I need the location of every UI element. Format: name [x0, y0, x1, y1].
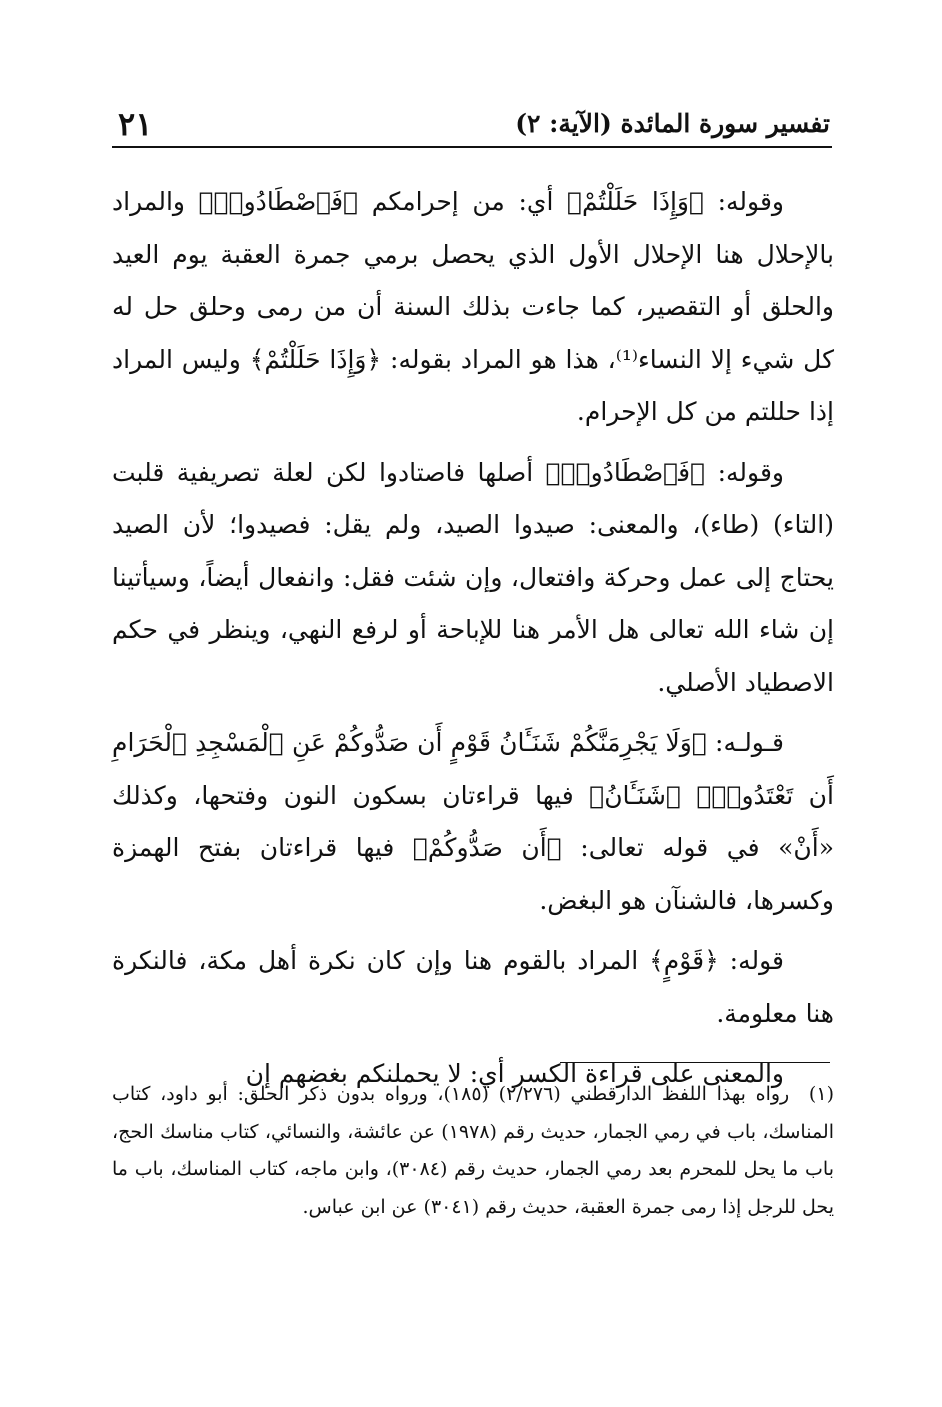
page-number: ٢١	[118, 105, 153, 143]
footnotes	[112, 1076, 834, 1226]
header-divider	[112, 146, 832, 148]
paragraph: قـولـه: ﴿وَلَا يَجْرِمَنَّكُمْ شَنَـَٔانُ قَوْمٍ أَن صَدُّوكُمْ عَنِ ٱلْمَسْجِدِ ٱلْحَرَامِ أَن تَعْتَدُوا۟﴾ ﴿شَنَـَٔانُ﴾ فيها قراءتان بسكون النون وفتحها، وكذلك «أَنْ» في قوله تعالى: ﴿أَن صَدُّوكُمْ﴾ فيها قراءتان بفتح الهمزة وكسرها، فالشنآن هو البغض.	[112, 728, 834, 915]
paragraph: قوله: ﴿قَوْمٍ﴾ المراد بالقوم هنا وإن كان نكرة أهل مكة، فالنكرة هنا معلومة.	[112, 946, 834, 1028]
footnote-divider	[560, 1062, 830, 1063]
main-text	[112, 176, 834, 1109]
footnote	[112, 1076, 834, 1226]
page-header	[118, 96, 830, 144]
running-title: تفسير سورة المائدة (الآية: ٢)	[515, 109, 830, 138]
paragraph: وقوله: ﴿وَإِذَا حَلَلْتُمْ﴾ أي: من إحرامكم ﴿فَٱصْطَادُوا۟﴾ والمراد بالإحلال هنا الإحلال الأول الذي يحصل برمي جمرة العقبة يوم العيد والحلق أو التقصير، كما جاءت بذلك السنة أن من رمى وحلق حل له كل شيء إلا النساء⁽¹⁾، هذا هو المراد بقوله: ﴿وَإِذَا حَلَلْتُمْ﴾ وليس المراد إذا حللتم من كل الإحرام.	[112, 187, 834, 426]
paragraph: وقوله: ﴿فَٱصْطَادُوا۟﴾ أصلها فاصتادوا لكن لعلة تصريفية قلبت (التاء) (طاء)، والمعنى: صيدوا الصيد، ولم يقل: فصيدوا؛ لأن الصيد يحتاج إلى عمل وحركة وافتعال، وإن شئت فقل: وانفعال أيضاً، وسيأتينا إن شاء الله تعالى هل الأمر هنا للإباحة أو لرفع النهي، وينظر في حكم الاصطياد الأصلي.	[112, 457, 834, 697]
footnote-number: (١)	[808, 1083, 834, 1105]
footnote-text: رواه بهذا اللفظ الدارقطني (٢/٢٧٦) (١٨٥)، ورواه بدون ذكر الحلق: أبو داود، كتاب المناسك، باب في رمي الجمار، حديث رقم (١٩٧٨) عن عائشة، والنسائي، كتاب مناسك الحج، باب ما يحل للمحرم بعد رمي الجمار، حديث رقم (٣٠٨٤)، وابن ماجه، كتاب المناسك، باب ما يحل للرجل إذا رمى جمرة العقبة، حديث رقم (٣٠٤١) عن ابن عباس.	[112, 1083, 834, 1218]
paragraph: والمعنى على قراءة الكسر أي: لا يحملنكم بغضهم إن	[245, 1059, 784, 1088]
